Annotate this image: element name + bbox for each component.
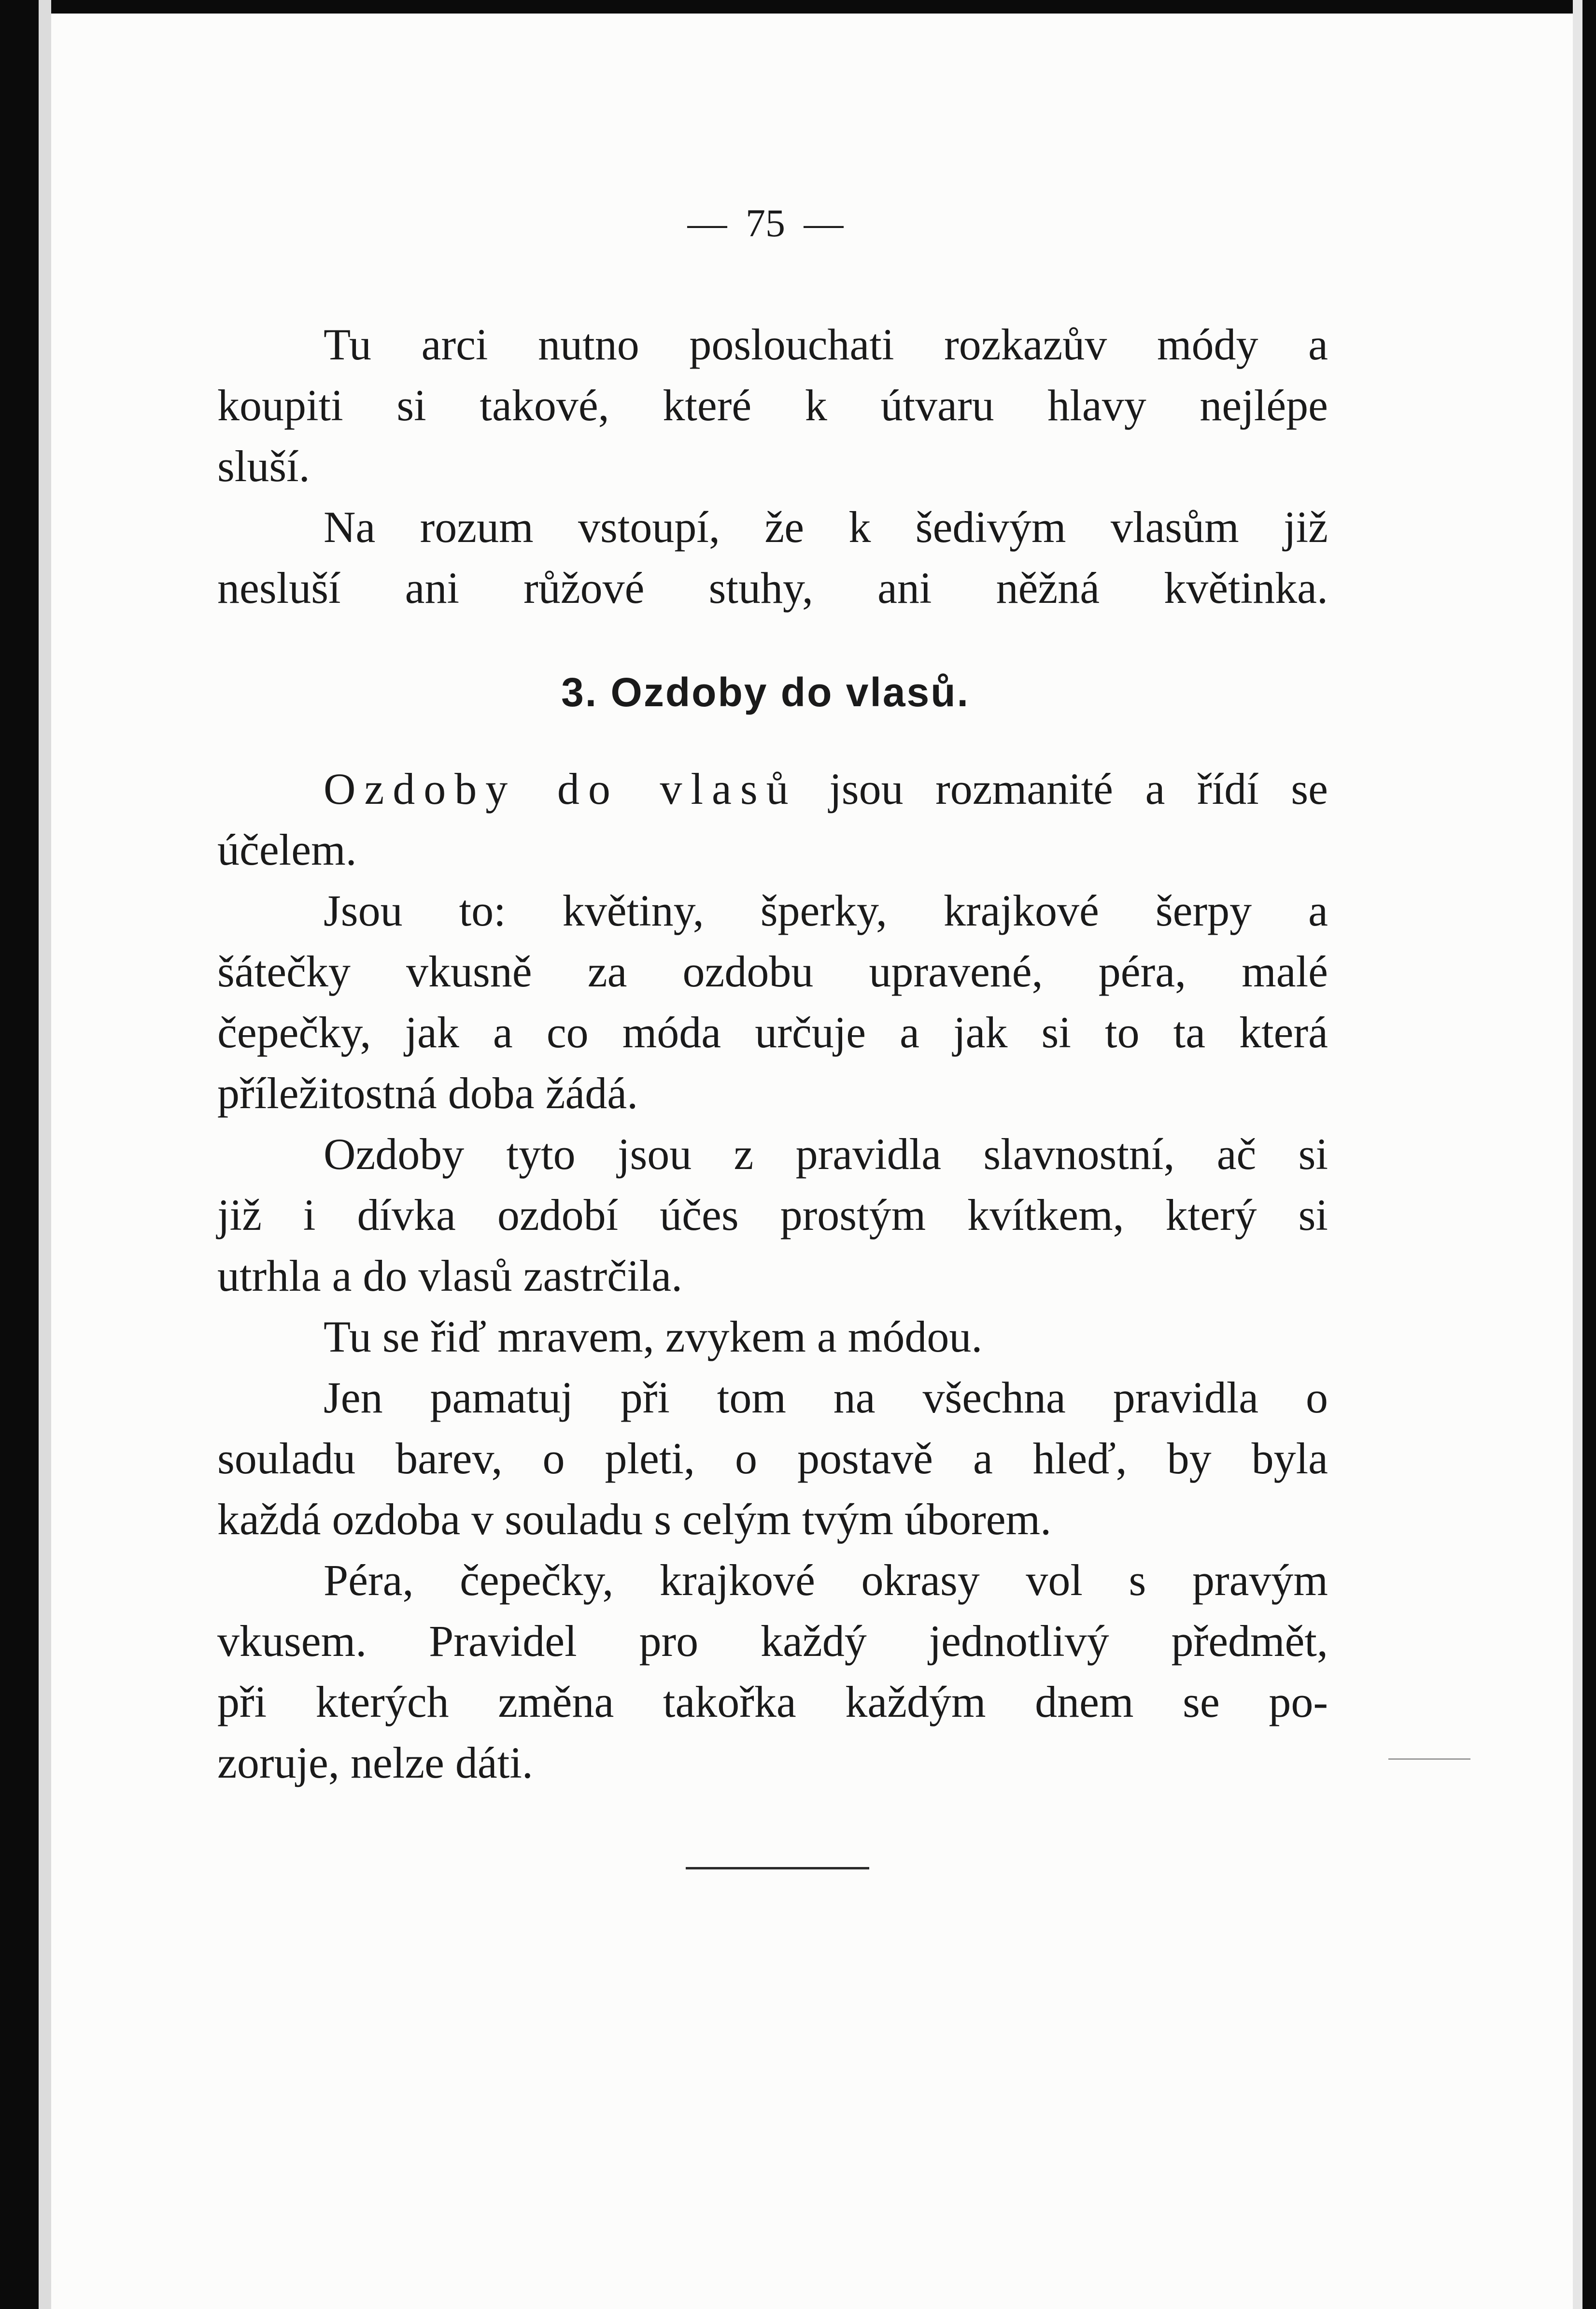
text-line: šátečky vkusně za ozdobu upravené, péra, malé [217,947,1328,996]
text-line: utrhla a do vlasů zastrčila. [217,1251,683,1300]
text-line: Jen pamatuj při tom na všechna pravidla o [324,1373,1328,1422]
text-line: příležitostná doba žádá. [217,1069,638,1118]
paragraph-section-3 [217,1124,1328,1306]
text-line: již i dívka ozdobí účes prostým kvítkem, který si [217,1190,1328,1240]
scan-border-top [0,0,1596,14]
paragraph-section-1 [217,758,1328,880]
text-line: Jsou to: květiny, šperky, krajkové šerpy a [324,886,1328,935]
end-divider [686,1867,869,1869]
scan-border-left-shadow [39,0,51,2309]
scan-border-right-shadow [1573,0,1582,2309]
text-line: Tu arci nutno poslouchati rozkazův módy a [324,320,1328,369]
page-number: — 75 — [687,201,844,245]
paragraph-intro-2 [217,497,1328,618]
text-line: koupiti si takové, které k útvaru hlavy nejlépe [217,381,1328,430]
paragraph-section-2 [217,880,1328,1124]
text-line: čepečky, jak a co móda určuje a jak si to ta která [217,1008,1328,1057]
text-line: vkusem. Pravidel pro každý jednotlivý předmět, [217,1616,1328,1666]
paragraph-section-5 [217,1367,1328,1550]
text-fragment: jsou rozmanité a řídí se [797,764,1328,813]
text-line: souladu barev, o pleti, o postavě a hleď, by byla [217,1434,1328,1483]
text-line: Tu se řiď mravem, zvykem a módou. [324,1312,983,1361]
paragraph-intro-1 [217,314,1328,497]
text-line: účelem. [217,825,357,874]
text-line: Na rozum vstoupí, že k šedivým vlasům již [324,502,1328,552]
paragraph-section-4 [217,1306,1328,1367]
text-line: sluší. [217,442,310,491]
text-line: Péra, čepečky, krajkové okrasy vol s pravým [324,1555,1328,1605]
scan-border-left [0,0,39,2309]
text-line: nesluší ani růžové stuhy, ani něžná květinka. [217,563,1328,613]
text-line: při kterých změna takořka každým dnem se po- [217,1677,1328,1726]
text-line: zoruje, nelze dáti. [217,1738,533,1787]
scan-border-right [1582,0,1596,2309]
paragraph-section-6 [217,1550,1328,1793]
text-line [217,758,1328,819]
text-line: každá ozdoba v souladu s celým tvým úborem. [217,1495,1052,1544]
section-heading: 3. Ozdoby do vlasů. [561,670,970,715]
text-line: Ozdoby tyto jsou z pravidla slavnostní, ač si [324,1129,1328,1179]
spaced-phrase: Ozdoby do vlasů [324,764,797,813]
margin-mark [1388,1758,1470,1760]
